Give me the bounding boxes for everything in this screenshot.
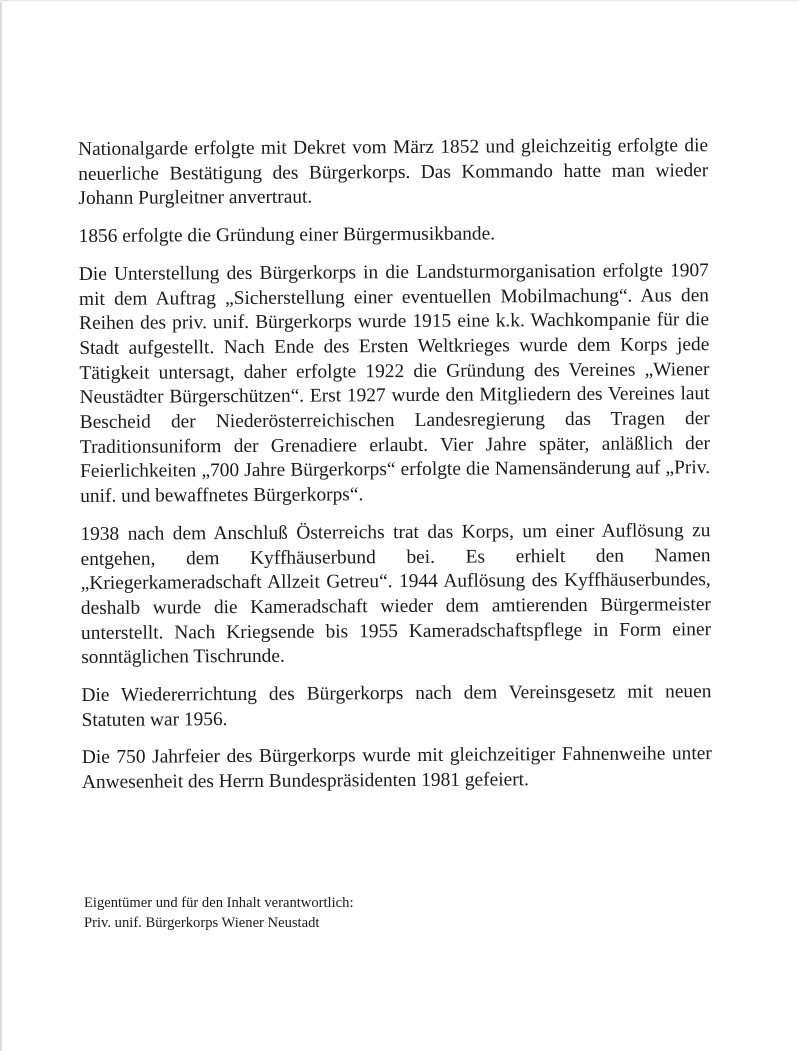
paragraph-750-jahrfeier: Die 750 Jahrfeier des Bürgerkorps wurde mit gleichzeitiger Fahnenweihe unter Anwesenheit des Herrn Bundespräsidenten 1981 gefeiert. xyxy=(81,743,712,794)
paragraph-buergermusikbande: 1856 erfolgte die Gründung einer Bürgermusikbande. xyxy=(78,223,496,248)
imprint-line-owner: Eigentümer und für den Inhalt verantwortlich: xyxy=(84,895,354,911)
paragraph-landsturm: Die Unterstellung des Bürgerkorps in die Landsturmorganisation erfolgte 1907 mit dem Auftrag „Sicherstellung einer eventuellen Mobilmachung“. Aus den Reihen des priv. unif. Bürgerkorps wurde 1915 eine k.k. Wachkompanie für die Stadt aufgestellt. Nach Ende des Ersten Weltkrieges wurde dem Korps jede Tätigkeit untersagt, daher erfolgte 1922 die Gründung des Vereines „Wiener Neustädter Bürgerschützen“. Erst 1927 wurde den Mitgliedern des Vereines laut Bescheid der Niederösterreichischen Landesregierung das Tragen der Traditionsuniform der Grenadiere erlaubt. Vier Jahre später, anläßlich der Feierlichkeiten „700 Jahre Bürgerkorps“ erfolgte die Namensänderung auf „Priv. unif. und bewaffnetes Bürgerkorps“. xyxy=(78,259,711,508)
imprint xyxy=(84,893,584,933)
paragraph-nationalgarde: Nationalgarde erfolgte mit Dekret vom März 1852 und gleichzeitig erfolgte die neuerliche Bestätigung des Bürgerkorps. Das Kommando hatte man wieder Johann Purgleitner anvertraut. xyxy=(78,135,709,210)
document-body xyxy=(78,134,712,809)
imprint-line-organization: Priv. unif. Bürgerkorps Wiener Neustadt xyxy=(84,915,320,931)
paragraph-1938: 1938 nach dem Anschluß Österreichs trat das Korps, um einer Auflösung zu entgehen, dem Kyffhäuserbund bei. Es erhielt den Namen „Kriegerkameradschaft Allzeit Getreu“. 1944 Auflösung des Kyffhäuserbundes, deshalb wurde die Kameradschaft wieder dem amtierenden Bürgermeister unterstellt. Nach Kriegsende bis 1955 Kameradschaftspflege in Form einer sonntäglichen Tischrunde. xyxy=(80,519,712,669)
scan-edge-left xyxy=(0,0,3,1051)
paragraph-wiedererrichtung: Die Wiedererrichtung des Bürgerkorps nach dem Vereinsgesetz mit neuen Statuten war 1956. xyxy=(81,681,712,731)
scan-edge-top xyxy=(0,0,799,2)
